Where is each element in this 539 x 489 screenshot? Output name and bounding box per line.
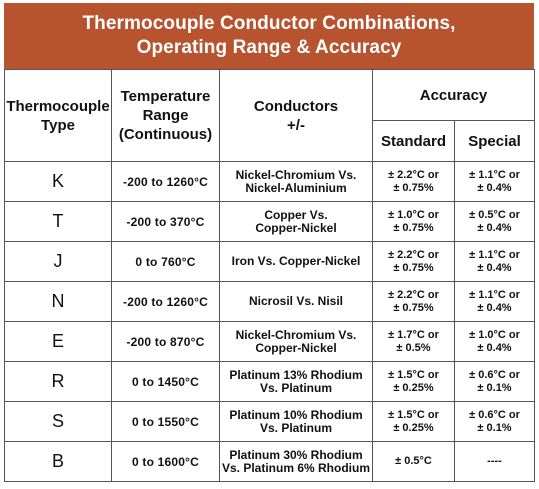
range-cell	[112, 242, 220, 282]
standard-line-1: ± 2.2°C or	[388, 288, 439, 301]
range-cell	[112, 282, 220, 322]
conductors-line-1: Platinum 13% Rhodium	[229, 367, 363, 382]
type-label: E	[51, 331, 64, 351]
special-line-2: ± 0.4%	[477, 181, 512, 194]
conductors-cell	[220, 242, 373, 282]
conductors-line-2: Vs. Platinum 6% Rhodium	[221, 460, 371, 475]
range-value: -200 to 1260°C	[123, 174, 208, 189]
standard-line-2: ± 0.75%	[393, 301, 434, 314]
conductors-cell	[220, 322, 373, 362]
standard-line-2: ± 0.5%	[396, 341, 431, 354]
standard-accuracy-cell	[373, 282, 455, 322]
conductors-line-1: Nickel-Chromium Vs.	[235, 327, 357, 342]
conductors-cell	[220, 162, 373, 202]
type-cell	[5, 202, 112, 242]
range-cell	[112, 402, 220, 442]
standard-accuracy-cell	[373, 242, 455, 282]
special-accuracy-cell	[455, 402, 535, 442]
special-line-2: ± 0.4%	[477, 261, 512, 274]
special-accuracy-cell	[455, 282, 535, 322]
type-label: N	[51, 291, 65, 311]
standard-accuracy-cell	[373, 442, 455, 482]
table-body	[5, 162, 535, 482]
standard-line-2: ± 0.75%	[393, 221, 434, 234]
range-cell	[112, 362, 220, 402]
range-value: 0 to 1450°C	[131, 374, 200, 389]
standard-line-1: ± 1.5°C or	[388, 368, 439, 381]
conductors-line-1: Platinum 30% Rhodium	[229, 447, 363, 462]
range-value: 0 to 760°C	[135, 254, 196, 269]
standard-line-1: ± 1.0°C or	[388, 208, 439, 221]
conductors-line-2: Vs. Platinum	[259, 420, 333, 435]
standard-accuracy-cell	[373, 162, 455, 202]
conductors-cell	[220, 282, 373, 322]
standard-accuracy-cell	[373, 362, 455, 402]
special-accuracy-cell	[455, 362, 535, 402]
special-line-2: ± 0.1%	[477, 381, 512, 394]
title-line-2: Operating Range & Accuracy	[136, 37, 402, 58]
range-cell	[112, 202, 220, 242]
header-special: Special	[455, 121, 535, 162]
conductors-line-2: Vs. Platinum	[259, 380, 333, 395]
header-conductors	[220, 70, 373, 162]
type-cell	[5, 282, 112, 322]
special-accuracy-cell	[455, 322, 535, 362]
type-cell	[5, 402, 112, 442]
special-accuracy-cell	[455, 202, 535, 242]
title-banner	[4, 3, 534, 69]
header-standard: Standard	[373, 121, 455, 162]
special-line-1: ± 1.1°C or	[469, 248, 520, 261]
conductors-cell	[220, 202, 373, 242]
special-line-2: ± 0.4%	[477, 341, 512, 354]
type-label: S	[51, 411, 64, 431]
table-row	[5, 402, 535, 442]
standard-line-1: ± 2.2°C or	[388, 168, 439, 181]
special-line-1: ± 1.1°C or	[469, 168, 520, 181]
special-line-1: ± 0.6°C or	[469, 408, 520, 421]
header-conductors-line-1: Conductors	[253, 97, 339, 115]
special-accuracy-cell	[455, 162, 535, 202]
special-line-2: ± 0.4%	[477, 301, 512, 314]
standard-line-2: ± 0.25%	[393, 381, 434, 394]
range-value: -200 to 370°C	[126, 214, 205, 229]
type-label: T	[52, 211, 64, 231]
header-type: Thermocouple Type	[5, 70, 112, 162]
special-line-1: ± 0.5°C or	[469, 208, 520, 221]
conductors-line-1: Copper Vs.	[264, 207, 328, 222]
header-range-line-3: (Continuous)	[118, 126, 213, 143]
special-accuracy-cell	[455, 242, 535, 282]
table-row	[5, 442, 535, 482]
table-row	[5, 162, 535, 202]
title-line-1: Thermocouple Conductor Combinations,	[82, 13, 456, 34]
standard-line-2: ± 0.75%	[393, 261, 434, 274]
type-cell	[5, 442, 112, 482]
special-line-1: ± 0.6°C or	[469, 368, 520, 381]
conductors-line-2: Nickel-Aluminium	[245, 180, 347, 195]
type-label: K	[51, 171, 64, 191]
conductors-line-1: Nicrosil Vs. Nisil	[248, 294, 344, 308]
table-row	[5, 362, 535, 402]
header-range	[112, 70, 220, 162]
special-accuracy-cell	[455, 442, 535, 482]
special-line-2: ± 0.1%	[477, 421, 512, 434]
thermocouple-table	[4, 69, 535, 482]
standard-line-1: ± 0.5°C	[395, 455, 432, 467]
special-line-1: ± 1.0°C or	[469, 328, 520, 341]
special-line-1: ± 1.1°C or	[469, 288, 520, 301]
table-row	[5, 202, 535, 242]
standard-accuracy-cell	[373, 202, 455, 242]
table-row	[5, 322, 535, 362]
conductors-line-1: Iron Vs. Copper-Nickel	[231, 254, 361, 268]
conductors-line-1: Nickel-Chromium Vs.	[235, 167, 357, 182]
range-value: 0 to 1600°C	[131, 454, 200, 469]
standard-line-1: ± 1.7°C or	[388, 328, 439, 341]
conductors-line-2: Copper-Nickel	[255, 220, 337, 235]
type-cell	[5, 242, 112, 282]
conductors-cell	[220, 442, 373, 482]
range-value: 0 to 1550°C	[131, 414, 200, 429]
range-value: -200 to 1260°C	[123, 294, 208, 309]
type-label: R	[51, 371, 65, 391]
conductors-cell	[220, 362, 373, 402]
range-cell	[112, 442, 220, 482]
type-cell	[5, 162, 112, 202]
standard-line-2: ± 0.75%	[393, 181, 434, 194]
standard-line-1: ± 1.5°C or	[388, 408, 439, 421]
table-row	[5, 242, 535, 282]
table-row	[5, 282, 535, 322]
conductors-cell	[220, 402, 373, 442]
conductors-line-2: Copper-Nickel	[255, 340, 337, 355]
standard-line-2: ± 0.25%	[393, 421, 434, 434]
range-cell	[112, 322, 220, 362]
type-label: B	[51, 451, 64, 471]
conductors-line-1: Platinum 10% Rhodium	[229, 407, 363, 422]
range-cell	[112, 162, 220, 202]
special-line-1: ----	[487, 455, 502, 467]
standard-accuracy-cell	[373, 322, 455, 362]
header-range-line-1: Temperature	[120, 88, 211, 105]
standard-accuracy-cell	[373, 402, 455, 442]
type-cell	[5, 322, 112, 362]
header-accuracy: Accuracy	[373, 70, 535, 121]
header-conductors-line-2: +/-	[287, 116, 305, 134]
type-cell	[5, 362, 112, 402]
type-label: J	[53, 251, 63, 271]
header-range-line-2: Range	[142, 107, 189, 124]
standard-line-1: ± 2.2°C or	[388, 248, 439, 261]
range-value: -200 to 870°C	[126, 334, 205, 349]
special-line-2: ± 0.4%	[477, 221, 512, 234]
